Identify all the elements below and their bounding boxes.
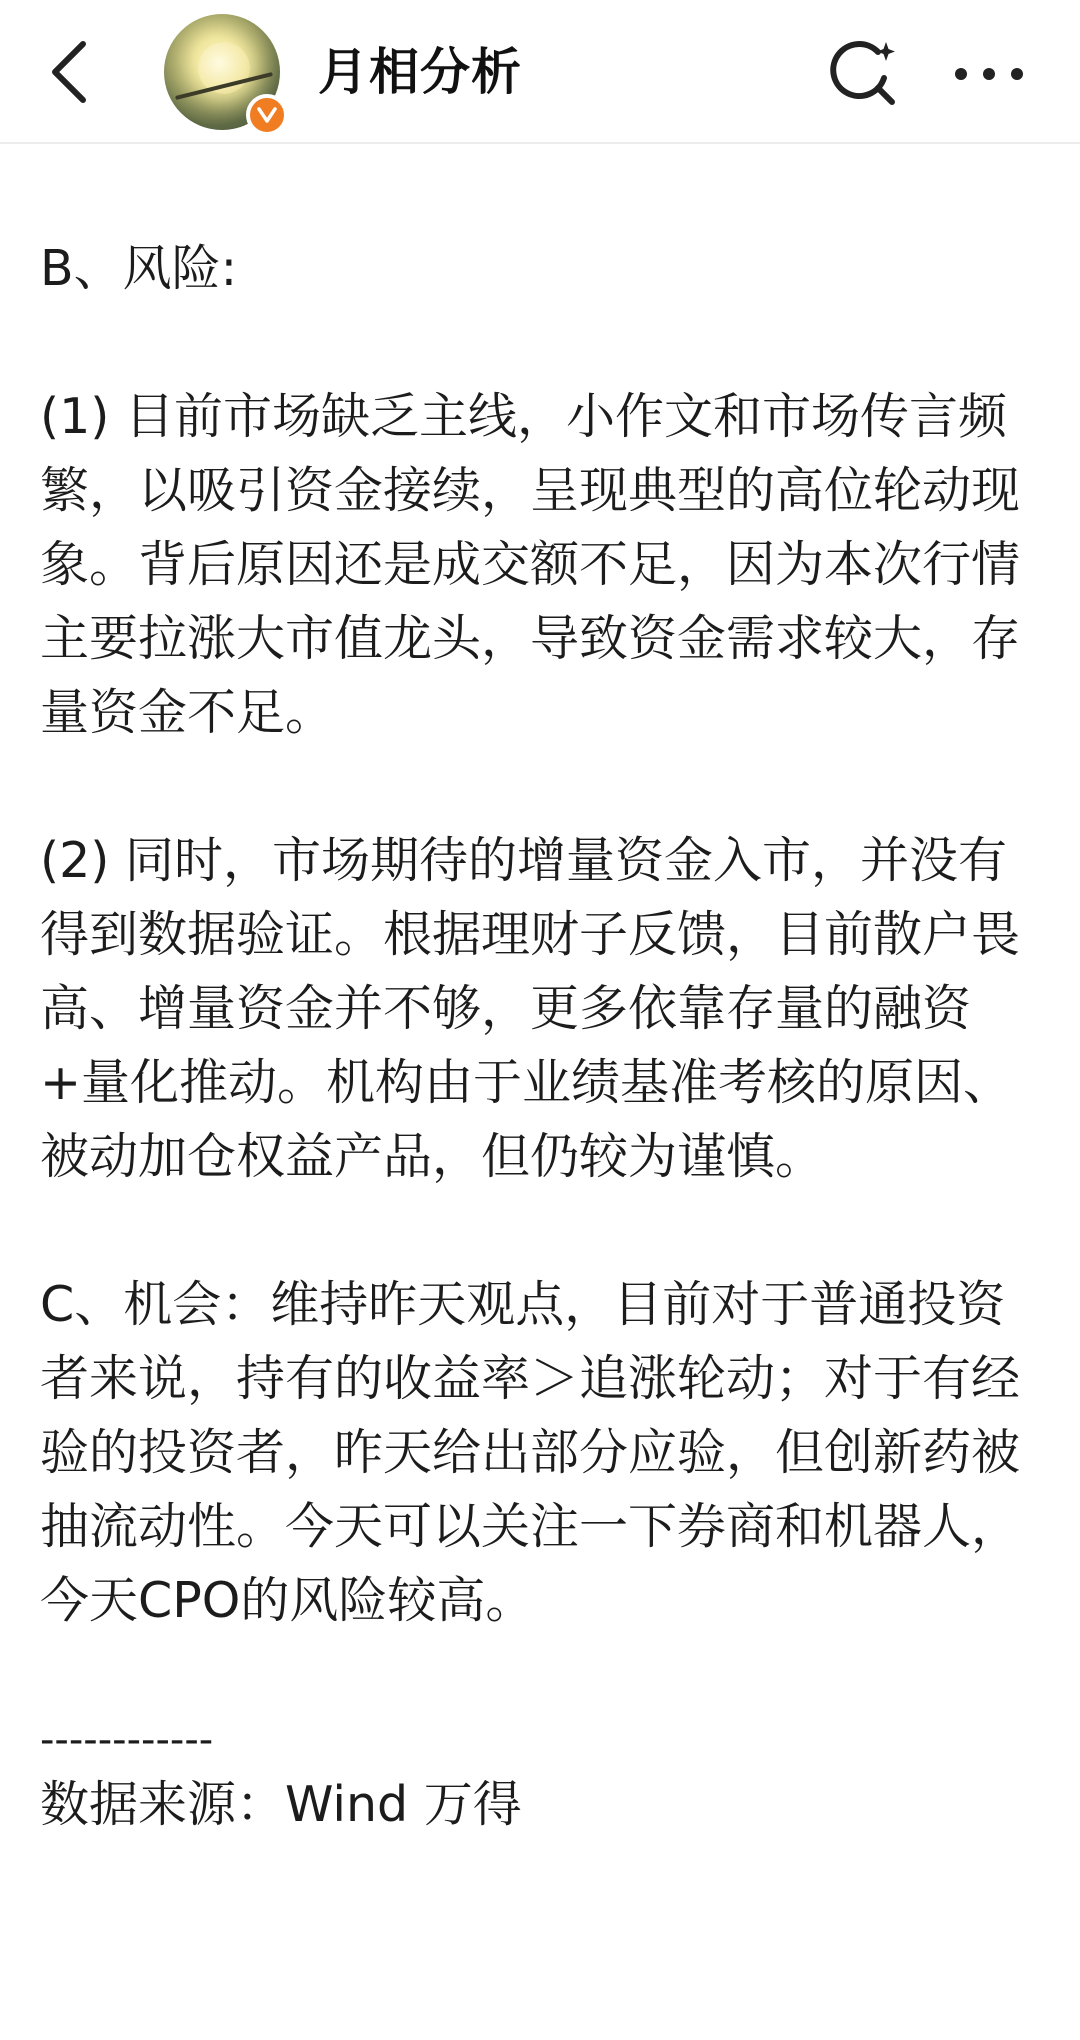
text-divider: ------------ [40, 1717, 214, 1763]
risk-paragraph-2: (2) 同时，市场期待的增量资金入市，并没有得到数据验证。根据理财子反馈，目前散户畏高、增量资金并不够，更多依靠存量的融资+量化推动。机构由于业绩基准考核的原因、被动加仓权益产品，但仍较为谨慎。 [40, 832, 1021, 1185]
ai-search-button[interactable] [824, 34, 904, 114]
verified-badge-icon [246, 94, 288, 136]
opportunity-paragraph: C、机会：维持昨天观点，目前对于普通投资者来说，持有的收益率＞追涨轮动；对于有经验的投资者，昨天给出部分应验，但创新药被抽流动性。今天可以关注一下券商和机器人，今天CPO的风险较高。 [40, 1276, 1021, 1629]
account-name[interactable]: 月相分析 [318, 43, 522, 101]
avatar[interactable] [164, 14, 284, 134]
top-bar [0, 0, 1080, 144]
paragraph-gap [40, 1194, 1050, 1268]
article-body [40, 232, 1050, 1842]
data-source: 数据来源：Wind 万得 [40, 1776, 522, 1833]
back-button[interactable] [34, 32, 104, 112]
chevron-left-icon [49, 40, 89, 104]
ai-search-icon [828, 38, 900, 110]
more-button[interactable] [944, 34, 1034, 114]
section-b-title: B、风险: [40, 240, 238, 297]
paragraph-gap [40, 750, 1050, 824]
paragraph-gap [40, 1638, 1050, 1712]
risk-paragraph-1: (1) 目前市场缺乏主线，小作文和市场传言频繁，以吸引资金接续，呈现典型的高位轮动现象。背后原因还是成交额不足，因为本次行情主要拉涨大市值龙头，导致资金需求较大，存量资金不足。 [40, 388, 1021, 741]
more-horizontal-icon [953, 66, 1025, 82]
paragraph-gap [40, 306, 1050, 380]
